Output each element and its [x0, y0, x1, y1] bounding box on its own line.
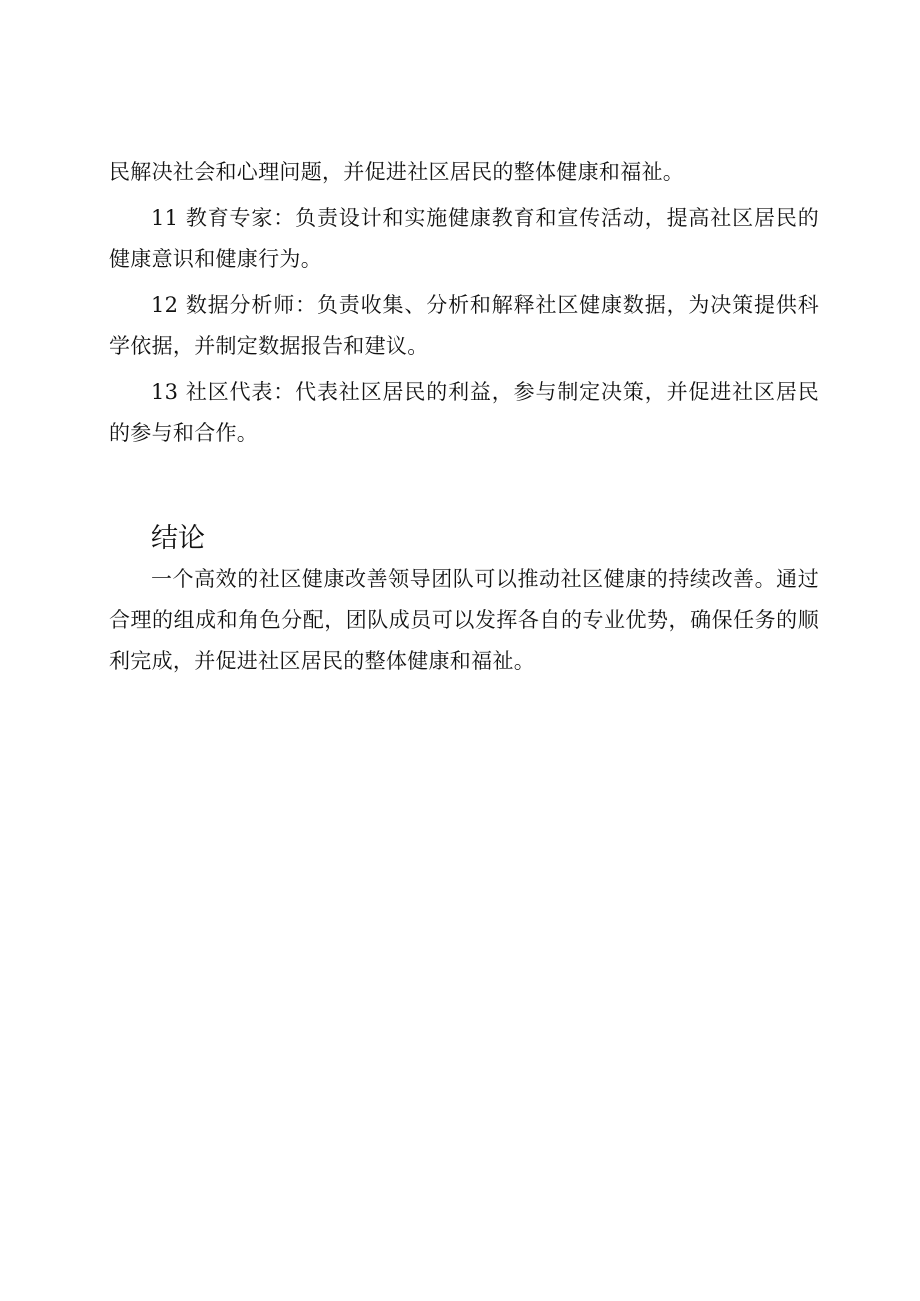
paragraph-item-12: 12 数据分析师：负责收集、分析和解释社区健康数据，为决策提供科学依据，并制定数据报告和建议。 [109, 293, 819, 358]
document-body [109, 152, 819, 682]
paragraph-item-11: 11 教育专家：负责设计和实施健康教育和宣传活动，提高社区居民的健康意识和健康行为。 [109, 206, 819, 271]
paragraph-item-13: 13 社区代表：代表社区居民的利益，参与制定决策，并促进社区居民的参与和合作。 [109, 380, 819, 445]
paragraph-conclusion: 一个高效的社区健康改善领导团队可以推动社区健康的持续改善。通过合理的组成和角色分配，团队成员可以发挥各自的专业优势，确保任务的顺利完成，并促进社区居民的整体健康和福祉。 [109, 567, 819, 673]
section-heading-conclusion: 结论 [151, 523, 205, 554]
paragraph-continuation: 民解决社会和心理问题，并促进社区居民的整体健康和福祉。 [109, 160, 685, 184]
